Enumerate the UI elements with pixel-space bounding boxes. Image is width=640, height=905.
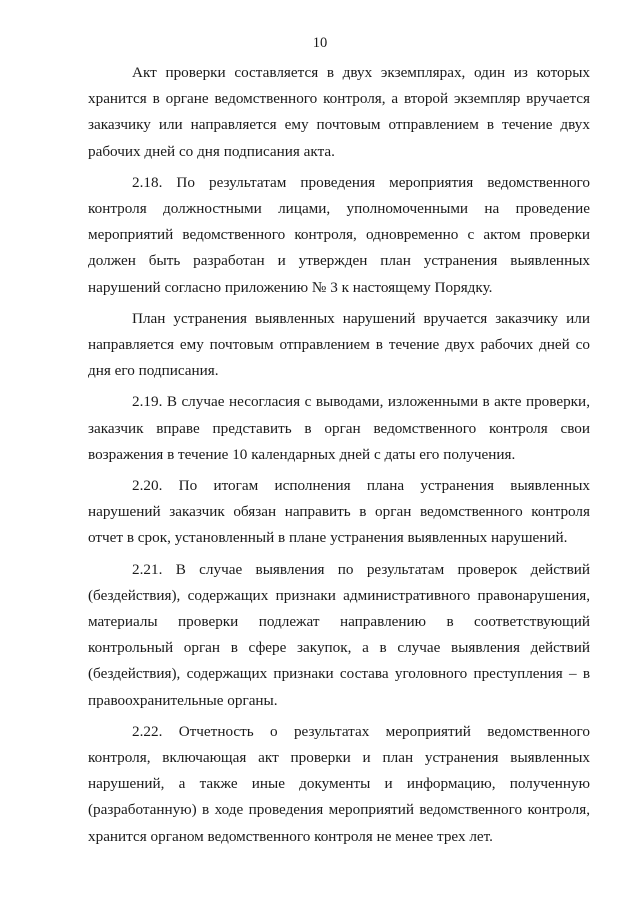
page-number: 10: [312, 35, 328, 51]
document-body: [88, 60, 590, 850]
paragraph-2-20: 2.20. По итогам исполнения плана устранения выявленных нарушений заказчик обязан направить в орган ведомственного контроля отчет в срок, установленный в плане устранения выявленных нарушений.: [88, 477, 590, 547]
paragraph-remediation-plan-delivery: План устранения выявленных нарушений вручается заказчику или направляется ему почтовым отправлением в течение двух рабочих дней со дня его подписания.: [88, 309, 590, 380]
paragraph-2-19: 2.19. В случае несогласия с выводами, изложенными в акте проверки, заказчик вправе представить в орган ведомственного контроля свои возражения в течение 10 календарных дней с даты его получения.: [88, 393, 590, 463]
paragraph-2-21: 2.21. В случае выявления по результатам проверок действий (бездействия), содержащих признаки административного правонарушения, материалы проверки подлежат направлению в соответствующий контрольный орган в сфере закупок, а в случае выявления действий (бездействия), содержащих признаки состава уголовного преступления – в правоохранительные органы.: [88, 560, 590, 709]
paragraph-act-copies: Акт проверки составляется в двух экземплярах, один из которых хранится в органе ведомственного контроля, а второй экземпляр вручается заказчику или направляется ему почтовым отправлением в течение двух рабочих дней со дня подписания акта.: [88, 64, 590, 160]
paragraph-2-22: 2.22. Отчетность о результатах мероприятий ведомственного контроля, включающая акт проверки и план устранения выявленных нарушений, а также иные документы и информацию, полученную (разработанную) в ходе проведения мероприятий ведомственного контроля, хранится органом ведомственного контроля не менее трех лет.: [88, 722, 590, 845]
paragraph-2-18: 2.18. По результатам проведения мероприятия ведомственного контроля должностными лицами, уполномоченными на проведение мероприятий ведомственного контроля, одновременно с актом проверки должен быть разработан и утвержден план устранения выявленных нарушений согласно приложению № 3 к настоящему Порядку.: [88, 173, 590, 296]
